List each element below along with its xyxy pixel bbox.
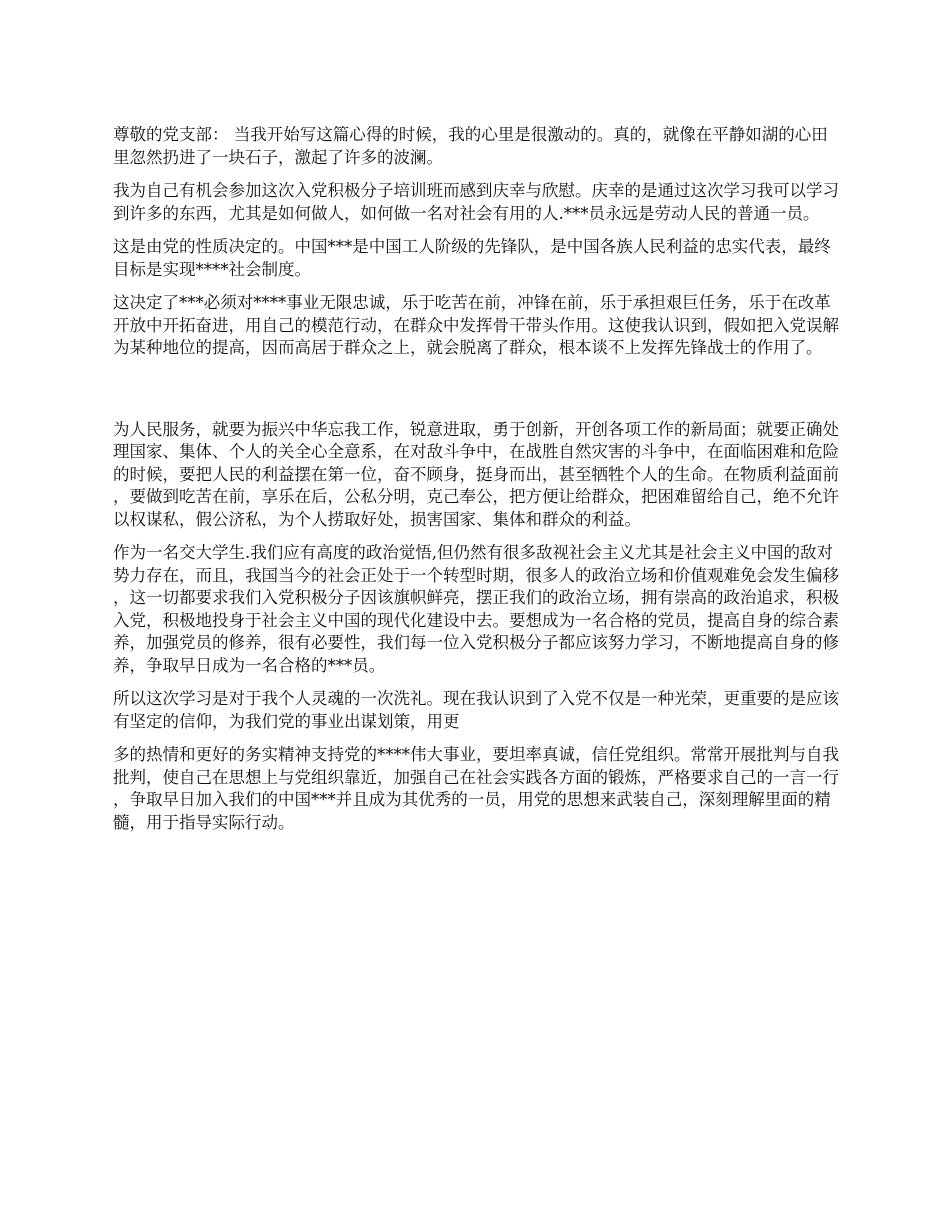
paragraph-training-class: 我为自己有机会参加这次入党积极分子培训班而感到庆幸与欣慰。庆幸的是通过这次学习我可以学习到许多的东西，尤其是如何做人，如何做一名对社会有用的人.***员永远是劳动人民的普通一员。 xyxy=(113,181,839,223)
section-gap xyxy=(113,371,843,419)
paragraph-loyalty: 这决定了***必须对****事业无限忠诚，乐于吃苦在前，冲锋在前，乐于承担艰巨任务，乐于在改革开放中开拓奋进，用自己的模范行动，在群众中发挥骨干带头作用。这使我认识到，假如把入党误解为某种地位的提高，因而高居于群众之上，就会脱离了群众，根本谈不上发挥先锋战士的作用了。 xyxy=(113,293,839,357)
paragraph-greeting: 尊敬的党支部： 当我开始写这篇心得的时候，我的心里是很激动的。真的，就像在平静如湖的心田里忽然扔进了一块石子，激起了许多的波澜。 xyxy=(113,125,828,167)
paragraph-serve-people: 为人民服务，就要为振兴中华忘我工作，锐意进取，勇于创新，开创各项工作的新局面；就要正确处理国家、集体、个人的关全心全意系，在对敌斗争中，在战胜自然灾害的斗争中，在面临困难和危险的时候，要把人民的利益摆在第一位，奋不顾身，挺身而出，甚至牺牲个人的生命。在物质利益面前，要做到吃苦在前，享乐在后，公私分明，克己奉公，把方便让给群众，把困难留给自己，绝不允许以权谋私，假公济私，为个人捞取好处，损害国家、集体和群众的利益。 xyxy=(113,419,839,529)
paragraph-student-awareness: 作为一名交大学生.我们应有高度的政治觉悟,但仍然有很多敌视社会主义尤其是社会主义中国的敌对势力存在，而且，我国当今的社会正处于一个转型时期，很多人的政治立场和价值观难免会发生偏移，这一切都要求我们入党积极分子因该旗帜鲜亮，摆正我们的政治立场，拥有崇高的政治追求，积极入党，积极地投身于社会主义中国的现代化建设中去。要想成为一名合格的党员，提高自身的综合素养，加强党员的修养，很有必要性，我们每一位入党积极分子都应该努力学习，不断地提高自身的修养，争取早日成为一名合格的***员。 xyxy=(113,543,839,675)
paragraph-party-nature: 这是由党的性质决定的。中国***是中国工人阶级的先锋队，是中国各族人民利益的忠实代表，最终目标是实现****社会制度。 xyxy=(113,237,831,279)
paragraph-baptism: 所以这次学习是对于我个人灵魂的一次洗礼。现在我认识到了入党不仅是一种光荣，更重要的是应该有坚定的信仰，为我们党的事业出谋划策，用更 xyxy=(113,689,839,731)
document-page xyxy=(113,124,843,845)
paragraph-conclusion: 多的热情和更好的务实精神支持党的****伟大事业，要坦率真诚，信任党组织。常常开展批判与自我批判，使自己在思想上与党组织靠近，加强自己在社会实践各方面的锻炼，严格要求自己的一言一行，争取早日加入我们的中国***并且成为其优秀的一员，用党的思想来武装自己，深刻理解里面的精髓，用于指导实际行动。 xyxy=(113,745,839,832)
